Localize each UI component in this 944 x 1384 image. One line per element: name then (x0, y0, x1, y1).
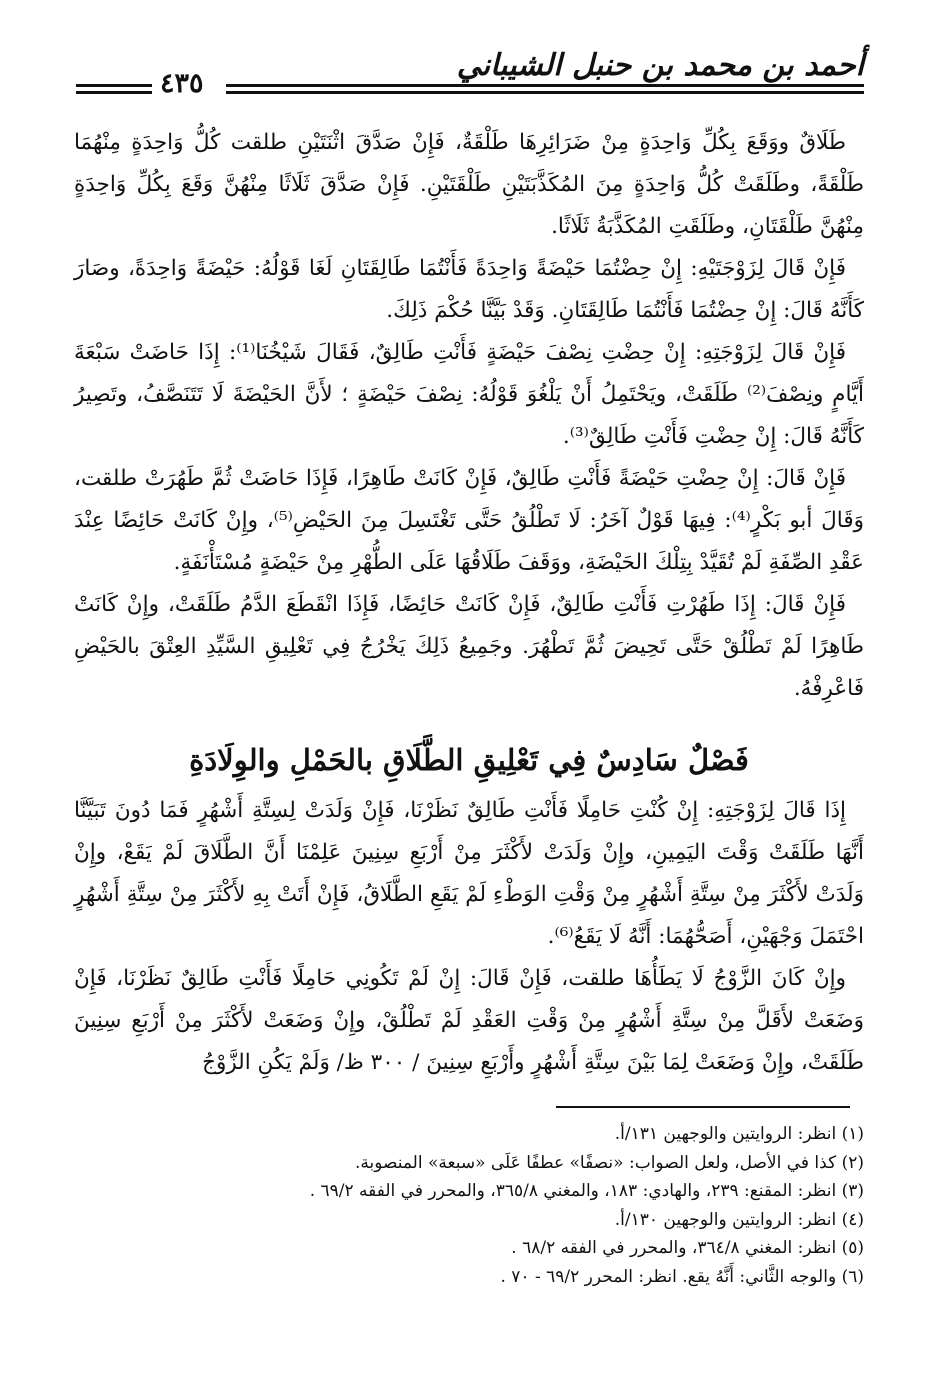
header-rule (226, 84, 864, 87)
paragraph: إِذَا قَالَ لِزَوْجَتِهِ: إِنْ كُنْتِ حَامِلًا فَأَنْتِ طَالِقٌ نَظَرْنَا، فَإِنْ وَلَدَتْ لِسِتَّةِ أَشْهُرٍ فَمَا دُونَ تَبَيَّنَّا أَنَّهَا طَلَقَتْ وَقْتَ اليَمِينِ، وإِنْ وَلَدَتْ لأَكْثَرَ مِنْ أَرْبَعِ سِنِينَ عَلِمْنَا أَنَّ الطَّلَاقَ لَمْ يَقَعْ، وإِنْ وَلَدَتْ لأَكْثَرَ مِنْ سِتَّةِ أَشْهُرٍ مِنْ وَقْتِ الوَطْءِ لَمْ يَقَعِ الطَّلَاقُ، فَإِنْ أَتَتْ بِهِ لأَكْثَرَ مِنْ سِتَّةِ أَشْهُرٍ احْتَمَلَ وَجْهَيْنِ، أَصَحُّهُمَا: أَنَّهُ لَا يَقَعُ⁽⁶⁾. (74, 798, 864, 949)
page-header (76, 48, 864, 108)
header-rule (226, 91, 864, 94)
footnote: (٥) انظر: المغني ٣٦٤/٨، والمحرر في الفقه ٦٨/٢ . (511, 1238, 864, 1258)
footnote: (٢) كذا في الأصل، ولعل الصواب: «نصفًا» عطفًا عَلَى «سبعة» المنصوبة. (354, 1152, 864, 1173)
footnotes (74, 1120, 864, 1291)
main-text (74, 122, 864, 710)
paragraph: فَإِنْ قَالَ لِزَوْجَتِهِ: إِنْ حِضْتِ نِصْفَ حَيْضَةٍ فَأَنْتِ طَالِقٌ، فَقَالَ شَيْخُنَا⁽¹⁾: إِذَا حَاضَتْ سَبْعَةَ أَيَّامٍ ونِصْفَ⁽²⁾ طَلَقَتْ، ويَحْتَمِلُ أَنْ يَلْغُوَ قَوْلُهُ: نِصْفَ حَيْضَةٍ ؛ لأَنَّ الحَيْضَةَ لَا تَتَنَصَّفُ، وتَصِيرُ كَأَنَّهُ قَالَ: إِنْ حِضْتِ فَأَنْتِ طَالِقٌ⁽³⁾. (74, 340, 865, 449)
header-rule (76, 84, 152, 87)
footnote: (٤) انظر: الروايتين والوجهين ١٣٠/أ. (614, 1209, 864, 1230)
footnote: (٦) والوجه الثَّاني: أَنَّهُ يقع. انظر: المحرر ٦٩/٢ - ٧٠ . (500, 1266, 864, 1287)
footnote-separator (556, 1106, 850, 1108)
section-text (74, 790, 864, 1084)
paragraph: فَإِنْ قَالَ: إِذَا طَهُرْتِ فَأَنْتِ طَالِقٌ، فَإِنْ كَانَتْ حَائِضًا، فَإِذَا انْقَطَعَ الدَّمُ طَلَقَتْ، وإِنْ كَانَتْ طَاهِرًا لَمْ تَطْلُقْ حَتَّى تَحِيضَ ثُمَّ تَطْهُرَ. وجَمِيعُ ذَلِكَ يَخْرُجُ فِي تَعْلِيقِ السَّيِّدِ العِتْقَ بالحَيْضِ فَاعْرِفْهُ. (74, 592, 864, 701)
section-heading: فَصْلٌ سَادِسٌ فِي تَعْلِيقِ الطَّلَاقِ بالحَمْلِ والوِلَادَةِ (189, 743, 749, 777)
footnote: (١) انظر: الروايتين والوجهين ١٣١/أ. (614, 1124, 864, 1144)
book-title: أحمد بن محمد بن حنبل الشيباني (456, 48, 864, 83)
paragraph: فَإِنْ قَالَ: إِنْ حِضْتِ حَيْضَةً فَأَنْتِ طَالِقٌ، فَإِنْ كَانَتْ طَاهِرًا، فَإِذَا حَاضَتْ ثُمَّ طَهُرَتْ طلقت، وَقَالَ أبو بَكْرٍ⁽⁴⁾: فِيهَا قَوْلٌ آخَرُ: لَا تَطْلُقُ حَتَّى تَغْتَسِلَ مِنَ الحَيْضِ⁽⁵⁾، وإِنْ كَانَتْ حَائِضًا عِنْدَ عَقْدِ الصِّفَةِ لَمْ تُقَيَّدْ بِتِلْكَ الحَيْضَةِ، ووَقَفَ طَلَاقُهَا عَلَى الطُّهْرِ مِنْ حَيْضَةٍ مُسْتَأْنَفَةٍ. (74, 466, 864, 575)
footnote: (٣) انظر: المقنع: ٢٣٩، والهادي: ١٨٣، والمغني ٣٦٥/٨، والمحرر في الفقه ٦٩/٢ . (309, 1181, 864, 1201)
paragraph: طَلَاقٌ ووَقَعَ بِكُلِّ وَاحِدَةٍ مِنْ ضَرَائِرِهَا طَلْقَةٌ، فَإِنْ صَدَّقَ اثْنَتَيْنِ طلقت كُلُّ وَاحِدَةٍ مِنْهُمَا طَلْقَةً، وطَلَقَتْ كُلُّ وَاحِدَةٍ مِنَ المُكَذَّبَتَيْنِ طَلْقَتَيْنِ. فَإِنْ صَدَّقَ ثَلَاثًا مِنْهُنَّ وَقَعَ بِكُلِّ وَاحِدَةٍ مِنْهُنَّ طَلْقَتَانِ، وطَلَقَتِ المُكَذَّبَةُ ثَلَاثًا. (74, 130, 864, 239)
header-rule (76, 91, 152, 94)
paragraph: وإِنْ كَانَ الزَّوْجُ لَا يَطَأُهَا طلقت، فَإِنْ قَالَ: إِنْ لَمْ تَكُونِي حَامِلًا فَأَنْتِ طَالِقٌ نَظَرْنَا، فَإِنْ وَضَعَتْ لأَقَلَّ مِنْ سِتَّةِ أَشْهُرٍ مِنْ وَقْتِ العَقْدِ لَمْ تَطْلُقْ، وإِنْ وَضَعَتْ لأَكْثَرَ مِنْ أَرْبَعِ سِنِينَ طَلَقَتْ، وإِنْ وَضَعَتْ لِمَا بَيْنَ سِتَّةِ أَشْهُرٍ وأَرْبَعِ سِنِينَ / ٣٠٠ ظ/ وَلَمْ يَكُنِ الزَّوْجُ (74, 966, 864, 1075)
page-number: ٤٣٥ (160, 68, 204, 99)
paragraph: فَإِنْ قَالَ لِزَوْجَتَيْهِ: إِنْ حِضْتُمَا حَيْضَةً وَاحِدَةً فَأَنْتُمَا طَالِقَتَانِ لَغَا قَوْلُهُ: حَيْضَةً وَاحِدَةً، وصَارَ كَأَنَّهُ قَالَ: إِنْ حِضْتُمَا فَأَنْتُمَا طَالِقَتَانِ. وَقَدْ بَيَّنَّا حُكْمَ ذَلِكَ. (74, 256, 864, 323)
